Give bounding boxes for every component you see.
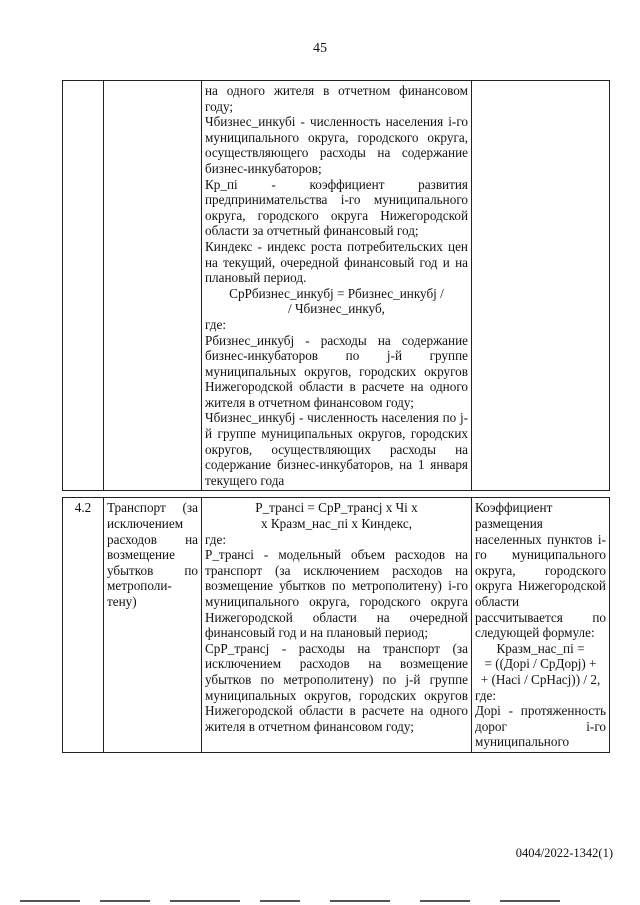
formula-line: СрРбизнес_инкубj = Рбизнес_инкубj /	[229, 285, 444, 301]
formula-line: x Кразм_нас_пі x Киндекс,	[260, 516, 413, 532]
formula-line: Р_трансі = СрР_трансj x Чі x	[255, 500, 418, 516]
cell-notes-empty	[472, 81, 610, 491]
formula-line: / Чбизнес_инкуб,	[288, 301, 385, 317]
text-line: Киндекс - индекс роста потребительских цен на текущий, очередной финансовый год и на плановый период.	[205, 238, 468, 286]
cell-formula	[202, 498, 472, 753]
table-row-continued	[63, 81, 610, 491]
text-line: Р_трансі - модельный объем расходов на транспорт (за исключением расходов на возмещение убытков по метрополитену) і-го муниципального округа, городского округа Нижегородской области на очередной финансовый год и на плановый период;	[205, 547, 468, 641]
page-number: 45	[313, 41, 327, 56]
text-line: Коэффициент размещения населенных пунктов і-го муниципального округа, городского округа Нижегородской области рассчитывается по следующей формуле:	[475, 500, 606, 641]
text-line: где:	[205, 531, 226, 547]
formula-line: = ((Доpі / СрДоpj) +	[484, 656, 597, 672]
formula-line: Кразм_нас_пі =	[496, 640, 585, 656]
cell-formula	[202, 81, 472, 491]
text-line: Рбизнес_инкубj - расходы на содержание бизнес-инкубаторов по j-й группе муниципальных округов, городских округов Нижегородской области в расчете на одного жителя в отчетном финансовом году;	[205, 332, 468, 410]
text-line: на одного жителя в отчетном финансовом году;	[205, 83, 468, 114]
text-line: Чбизнес_инкубі - численность населения і-го муниципального округа, городского округа, осуществляющего расходы на содержание бизнес-инкубаторов;	[205, 114, 468, 176]
text-line: СрР_трансj - расходы на транспорт (за исключением расходов на возмещение убытков по метрополитену) по j-й группе муниципальных округов, городских округов Нижегородской области в расчете на одного жителя в отчетном финансовом году;	[205, 640, 468, 734]
text-line: Кр_пі - коэффициент развития предпринимательства і-го муниципального округа, городского округа Нижегородской области за отчетный финансовый год;	[205, 176, 468, 239]
text-line: где:	[205, 316, 226, 332]
text-line: где:	[475, 687, 496, 703]
cell-notes	[472, 498, 610, 753]
document-code: 0404/2022-1342(1)	[515, 846, 613, 860]
cell-name-empty	[104, 81, 202, 491]
formula-table	[62, 80, 606, 753]
table-row-4-2	[63, 498, 610, 753]
row-separator	[63, 491, 610, 498]
cell-number-empty	[63, 81, 104, 491]
formula-line: + (Насі / СрНасj)) / 2,	[480, 671, 601, 687]
scan-edge-marks	[0, 898, 640, 905]
text-line: Доpі - протяженность дорог і-го муниципального	[475, 703, 606, 750]
row-name-text: Транспорт (за исключением расходов на возмещение убытков по метрополи-тену)	[107, 500, 198, 609]
text-line: Чбизнес_инкубj - численность населения по j-й группе муниципальных округов, городских округов, осуществляющих расходы на содержание бизнес-инкубаторов, на 1 января текущего года	[205, 410, 468, 488]
row-name	[104, 498, 202, 753]
row-number: 4.2	[63, 498, 104, 753]
